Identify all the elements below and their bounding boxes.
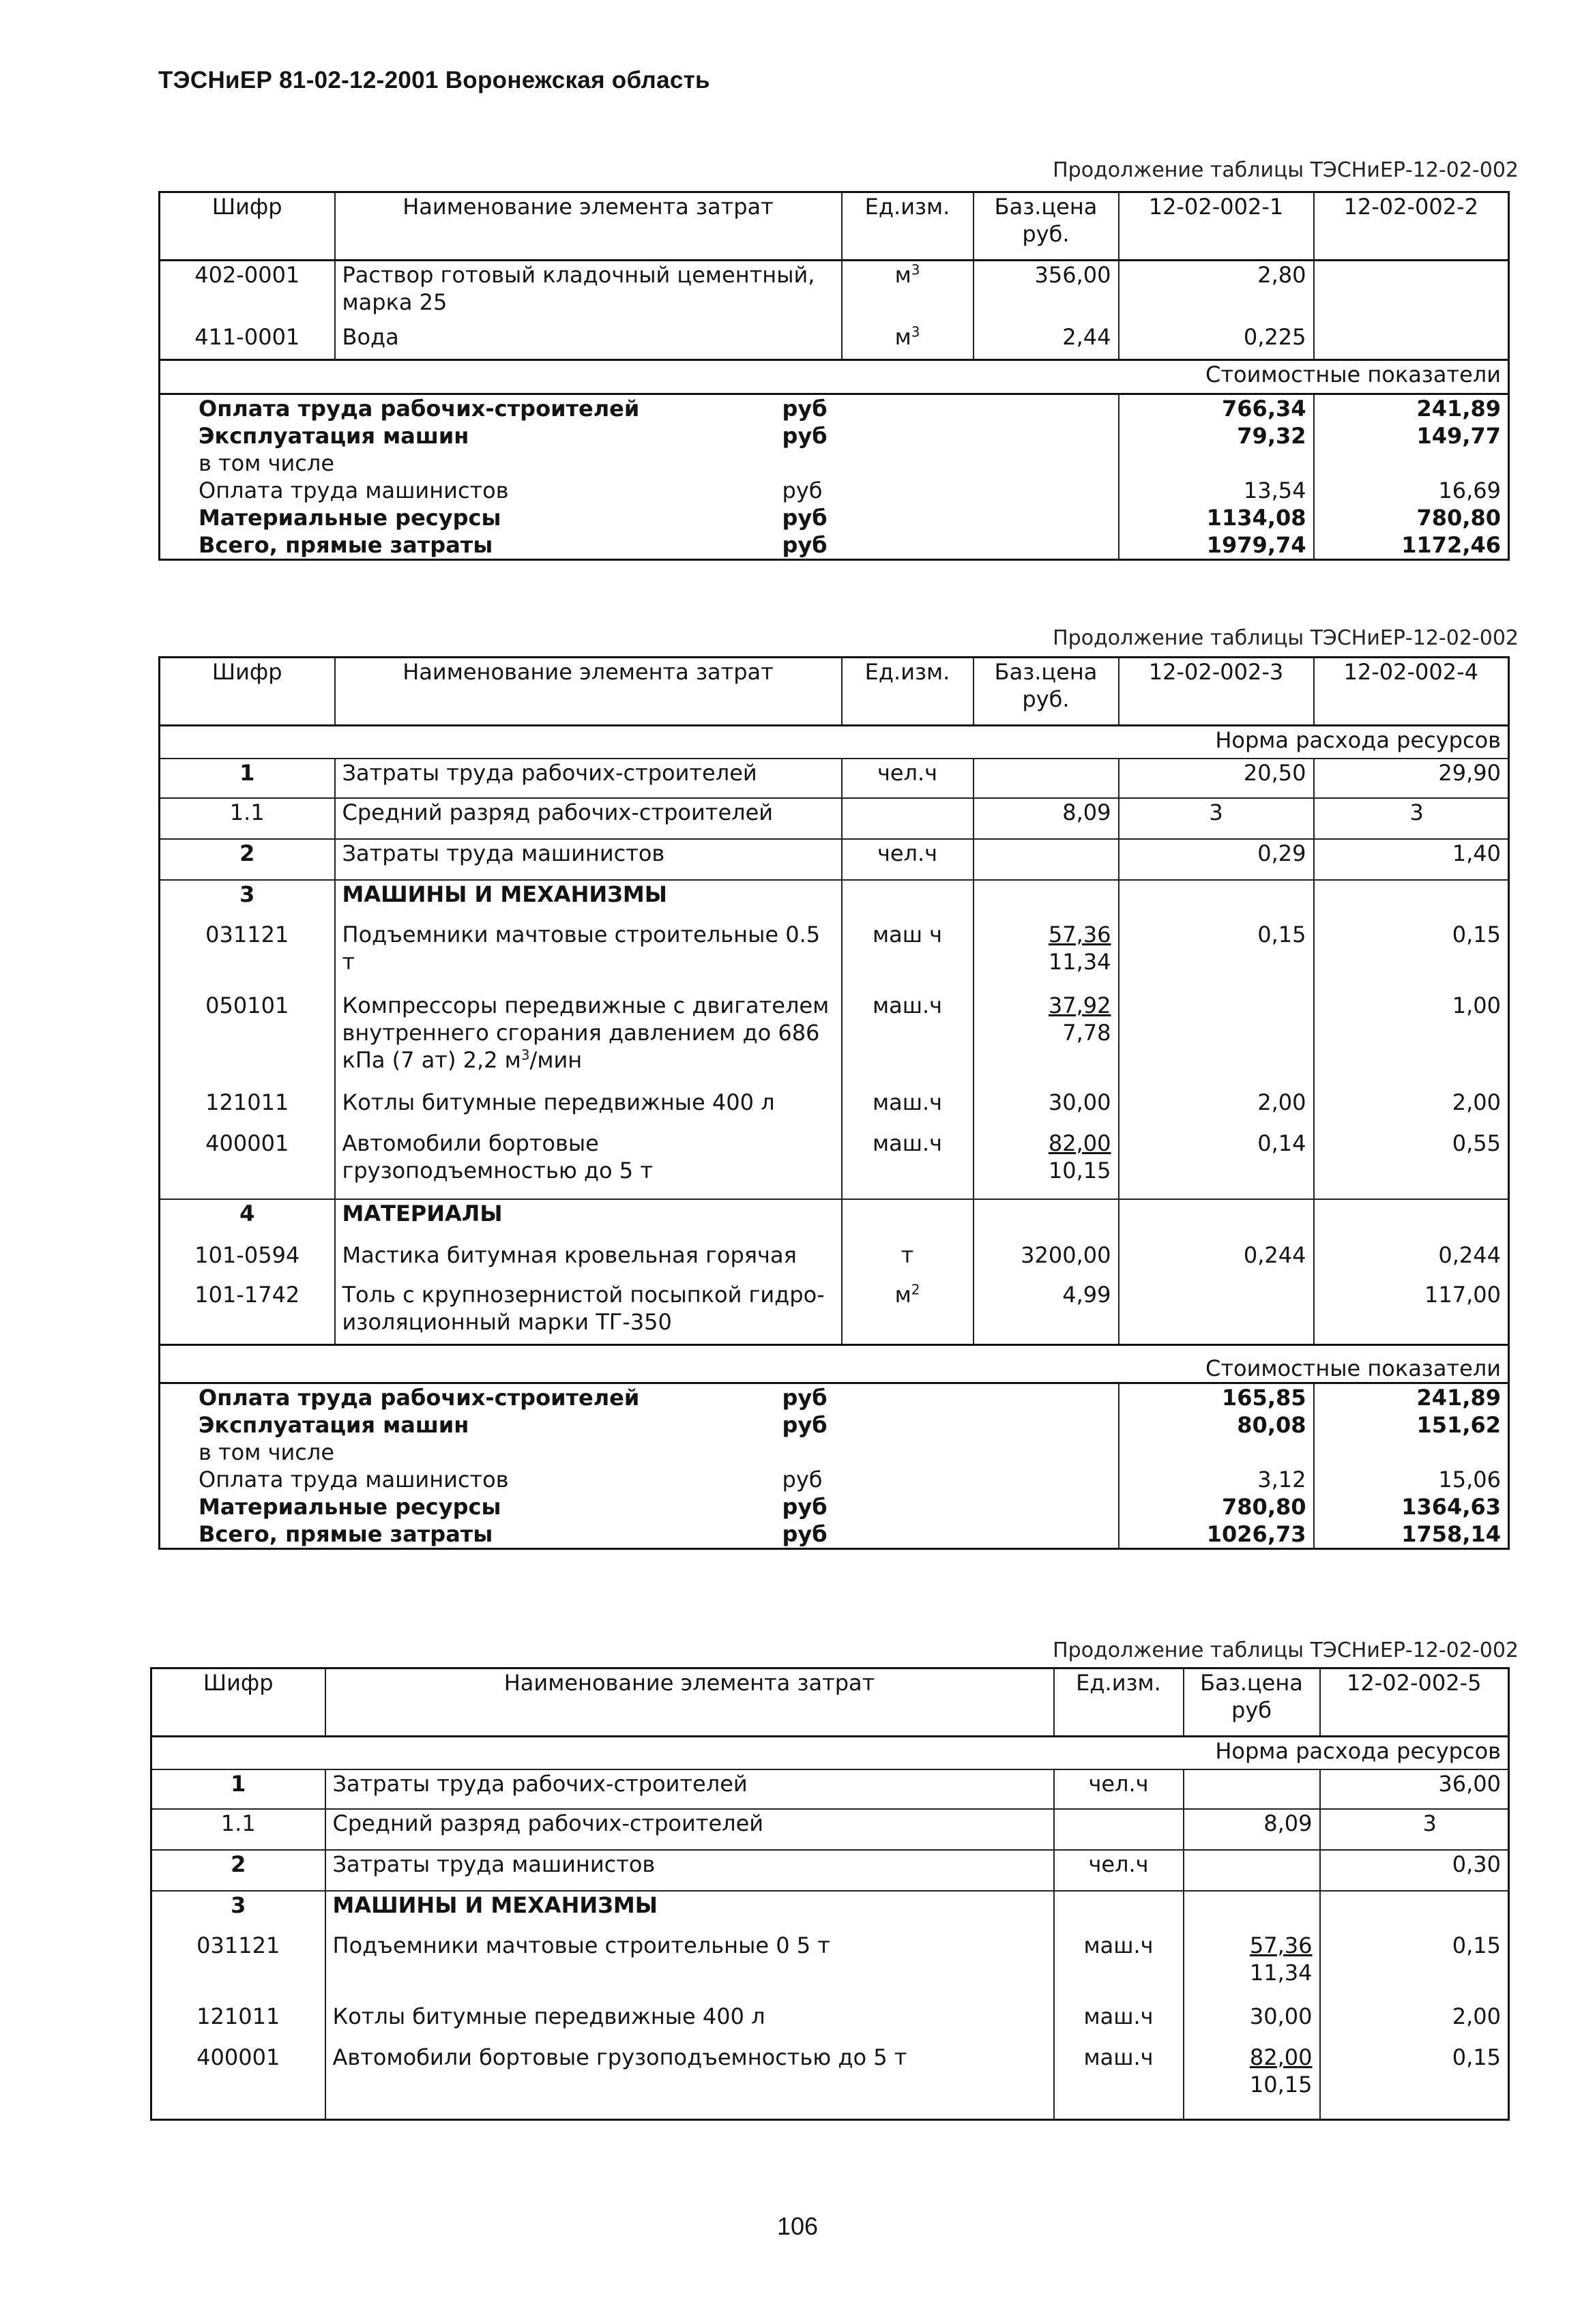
summary-row: [160, 1411, 1509, 1439]
page-number: 106: [776, 2212, 819, 2240]
resource-name: Подъемники мачтовые строительные 0.5 т: [335, 921, 842, 992]
resource-name: Затраты труда машинистов: [325, 1850, 1054, 1891]
norm-value-2: 0,15: [1452, 921, 1501, 947]
resource-unit: чел.ч: [1054, 1850, 1184, 1891]
norm-value-2: 0,55: [1452, 1130, 1501, 1156]
summary-row: [160, 1439, 1509, 1466]
table-row: [160, 839, 1509, 880]
summary-value-1: 1979,74: [1119, 531, 1314, 560]
cost-indicators-title: Стоимостные показатели: [160, 1345, 1509, 1383]
table-row: [151, 2003, 1509, 2044]
summary-value-1: 766,34: [1119, 394, 1314, 423]
norm-value-1: 2,00: [1119, 1089, 1314, 1130]
norm-value-1: 2,00: [1452, 2003, 1501, 2029]
summary-value-1: 13,54: [1119, 477, 1314, 504]
col-header-unit: Ед.изм.: [842, 658, 974, 726]
table-row: [160, 759, 1509, 798]
norm-value-2: 1,40: [1314, 839, 1509, 880]
table-row: [160, 880, 1509, 921]
summary-name: Всего, прямые затраты: [199, 532, 493, 558]
summary-unit: руб: [776, 422, 921, 450]
resource-code: 101-1742: [160, 1281, 335, 1345]
cost-indicators-title: Стоимостные показатели: [160, 360, 1509, 394]
table-header-row: [151, 1668, 1509, 1737]
resource-name: Затраты труда рабочих-строителей: [325, 1769, 1054, 1809]
resource-price: 8,09: [974, 798, 1119, 839]
table-row: [160, 1089, 1509, 1130]
resource-unit: [842, 880, 974, 921]
resource-code: 1: [151, 1769, 325, 1809]
table-caption: Продолжение таблицы ТЭСНиЕР-12-02-002: [1053, 1638, 1519, 1662]
summary-value-2: [1314, 1439, 1509, 1466]
table-row: [151, 1850, 1509, 1891]
section-row: [160, 726, 1509, 759]
summary-value-2: 149,77: [1416, 423, 1501, 449]
table-row: [160, 1241, 1509, 1281]
resource-price: 30,00: [1184, 2003, 1320, 2044]
col-header-name: Наименование элемента затрат: [325, 1668, 1054, 1737]
norm-value-1: 0,244: [1119, 1241, 1314, 1281]
norm-value-2: 1,00: [1452, 992, 1501, 1018]
summary-value-1: [1119, 1439, 1314, 1466]
norm-title: Норма расхода ресурсов: [151, 1737, 1509, 1769]
norm-value-1: 3: [1320, 1809, 1509, 1850]
resource-code: 050101: [160, 992, 335, 1089]
table-row: [160, 323, 1509, 360]
summary-name: Эксплуатация машин: [199, 1412, 469, 1438]
resource-unit: [842, 798, 974, 839]
resource-unit: маш.ч: [1054, 2044, 1184, 2120]
summary-name: Материальные ресурсы: [199, 505, 501, 531]
norm-value-2: [1314, 1199, 1509, 1241]
summary-value-2: 780,80: [1416, 505, 1501, 531]
resource-price: 82,00 10,15: [974, 1130, 1119, 1199]
norm-value-1: 0,15: [1452, 1932, 1501, 1958]
section-row: [160, 360, 1509, 394]
summary-unit: руб: [776, 504, 921, 531]
resource-code: 121011: [160, 1089, 335, 1130]
resource-code: 031121: [160, 921, 335, 992]
summary-value-2: 1758,14: [1401, 1521, 1501, 1547]
table-header-row: [160, 192, 1509, 261]
group-title: МАТЕРИАЛЫ: [335, 1199, 842, 1241]
col-header-code: Шифр: [151, 1668, 325, 1737]
norm-value-2: 117,00: [1424, 1281, 1501, 1308]
norm-value-1: 2,80: [1119, 261, 1314, 323]
norm-value-1: 0,15: [1119, 921, 1314, 992]
estimate-table-1: [158, 191, 1510, 561]
resource-name: Компрессоры передвижные с двигателем внутреннего сгорания давлением до 686 кПа (7 ат) 2,2 $м^3$/мин: [335, 992, 842, 1089]
resource-unit: $м^3$: [842, 323, 974, 360]
col-header-norm-2: 12-02-002-4: [1314, 658, 1509, 726]
resource-name: Автомобили бортовые грузоподъемностью до 5 т: [325, 2044, 1054, 2120]
table-caption: Продолжение таблицы ТЭСНиЕР-12-02-002: [1053, 626, 1519, 650]
resource-price: 82,00 10,15: [1184, 2044, 1320, 2120]
resource-name: Затраты труда рабочих-строителей: [335, 759, 842, 798]
norm-value-2: 0,244: [1438, 1241, 1501, 1268]
resource-unit: [1054, 1891, 1184, 1932]
resource-unit: т: [842, 1241, 974, 1281]
summary-name: Материальные ресурсы: [199, 1494, 501, 1520]
summary-value-1: 1134,08: [1119, 504, 1314, 531]
summary-name: Оплата труда машинистов: [199, 1467, 509, 1492]
resource-code: 101-0594: [160, 1241, 335, 1281]
summary-name: в том числе: [199, 1439, 334, 1465]
resource-name: Средний разряд рабочих-строителей: [325, 1809, 1054, 1850]
resource-code: 4: [160, 1199, 335, 1241]
col-header-price: Баз.цена руб: [1184, 1668, 1320, 1737]
col-header-code: Шифр: [160, 192, 335, 261]
summary-name: Оплата труда рабочих-строителей: [199, 1385, 640, 1411]
section-row: [151, 1737, 1509, 1769]
resource-price: [974, 839, 1119, 880]
summary-row: [160, 450, 1509, 477]
norm-value-1: 0,30: [1320, 1850, 1509, 1891]
summary-unit: [974, 1439, 1119, 1466]
resource-price: [1184, 1850, 1320, 1891]
norm-value-1: [1119, 880, 1314, 921]
norm-value-2: 29,90: [1314, 759, 1509, 798]
col-header-price: Баз.цена руб.: [974, 192, 1119, 261]
resource-name: Вода: [335, 323, 842, 360]
resource-unit: маш.ч: [1054, 1932, 1184, 2003]
summary-value-1: 79,32: [1119, 422, 1314, 450]
resource-code: 121011: [151, 2003, 325, 2044]
norm-value-2: [1314, 880, 1509, 921]
table-row: [151, 1769, 1509, 1809]
resource-unit: чел.ч: [842, 759, 974, 798]
table-row: [160, 1281, 1509, 1345]
table-row: [151, 2044, 1509, 2120]
group-title: МАШИНЫ И МЕХАНИЗМЫ: [325, 1891, 1054, 1932]
resource-code: 1.1: [151, 1809, 325, 1850]
summary-unit: руб: [776, 531, 921, 560]
resource-code: 031121: [151, 1932, 325, 2003]
summary-value-2: 1364,63: [1401, 1494, 1501, 1520]
summary-name: Всего, прямые затраты: [199, 1521, 493, 1547]
resource-unit: $м^3$: [842, 261, 974, 323]
resource-price: 3200,00: [974, 1241, 1119, 1281]
table-row: [151, 1809, 1509, 1850]
resource-name: Мастика битумная кровельная горячая: [335, 1241, 842, 1281]
table-header-row: [160, 658, 1509, 726]
resource-price: 356,00: [974, 261, 1119, 323]
norm-value-2: [1314, 261, 1509, 323]
resource-code: 3: [151, 1891, 325, 1932]
col-header-norm-1: 12-02-002-1: [1119, 192, 1314, 261]
resource-price: [974, 880, 1119, 921]
table-row: [151, 1891, 1509, 1932]
resource-unit: маш.ч: [842, 1089, 974, 1130]
resource-price: 4,99: [974, 1281, 1119, 1345]
col-header-code: Шифр: [160, 658, 335, 726]
resource-code: 402-0001: [160, 261, 335, 323]
resource-price: 57,36 11,34: [974, 921, 1119, 992]
norm-value-1: 0,225: [1119, 323, 1314, 360]
resource-price: [974, 759, 1119, 798]
col-header-norm-1: 12-02-002-3: [1119, 658, 1314, 726]
resource-name: Котлы битумные передвижные 400 л: [335, 1089, 842, 1130]
resource-price: 8,09: [1184, 1809, 1320, 1850]
table-row: [160, 798, 1509, 839]
summary-name: Оплата труда машинистов: [199, 477, 509, 503]
resource-unit: маш.ч: [842, 1130, 974, 1199]
summary-row: [160, 531, 1509, 560]
norm-value-1: 0,14: [1119, 1130, 1314, 1199]
summary-value-2: [1314, 450, 1509, 477]
resource-name: Толь с крупнозернистой посыпкой гидро-изоляционный марки ТГ-350: [335, 1281, 842, 1345]
summary-row: [160, 394, 1509, 423]
col-header-unit: Ед.изм.: [1054, 1668, 1184, 1737]
summary-row: [160, 1466, 1509, 1493]
resource-name: Подъемники мачтовые строительные 0 5 т: [325, 1932, 1054, 2003]
summary-value-2: 1172,46: [1401, 532, 1501, 558]
resource-price: [1184, 1891, 1320, 1932]
col-header-unit: Ед.изм.: [842, 192, 974, 261]
col-header-norm-2: 12-02-002-2: [1314, 192, 1509, 261]
resource-name: Раствор готовый кладочный цементный, марка 25: [335, 261, 842, 323]
summary-value-1: [1119, 450, 1314, 477]
resource-name: Автомобили бортовые грузоподъемностью до 5 т: [335, 1130, 842, 1199]
table-row: [160, 261, 1509, 323]
summary-name: Эксплуатация машин: [199, 423, 469, 449]
norm-value-1: 0,15: [1452, 2044, 1501, 2070]
resource-price: 2,44: [974, 323, 1119, 360]
table-row: [160, 1199, 1509, 1241]
table-caption: Продолжение таблицы ТЭСНиЕР-12-02-002: [1053, 158, 1519, 182]
summary-unit: руб: [776, 1383, 921, 1412]
norm-value-1: 20,50: [1119, 759, 1314, 798]
norm-value-2: [1314, 323, 1509, 360]
summary-unit: руб: [776, 1493, 921, 1520]
resource-price: 30,00: [974, 1089, 1119, 1130]
resource-unit: [1054, 1809, 1184, 1850]
resource-unit: маш.ч: [842, 992, 974, 1089]
summary-value-1: 80,08: [1119, 1411, 1314, 1439]
table-row: [151, 1932, 1509, 2003]
resource-name: Средний разряд рабочих-строителей: [335, 798, 842, 839]
summary-value-2: 15,06: [1438, 1467, 1501, 1492]
summary-row: [160, 1520, 1509, 1549]
norm-value-1: 36,00: [1320, 1769, 1509, 1809]
summary-unit: руб: [776, 394, 921, 423]
norm-value-1: [1320, 1891, 1509, 1932]
resource-unit: маш.ч: [1054, 2003, 1184, 2044]
norm-value-1: [1119, 1199, 1314, 1241]
resource-code: 400001: [151, 2044, 325, 2120]
summary-value-2: 241,89: [1416, 396, 1501, 422]
summary-row: [160, 1383, 1509, 1412]
col-header-name: Наименование элемента затрат: [335, 658, 842, 726]
summary-unit: руб: [776, 1466, 921, 1493]
summary-value-2: 16,69: [1438, 477, 1501, 503]
norm-value-2: 2,00: [1452, 1089, 1501, 1115]
page-title: ТЭСНиЕР 81-02-12-2001 Воронежская область: [158, 67, 710, 93]
summary-unit: [974, 450, 1119, 477]
section-row: [160, 1345, 1509, 1383]
table-row: [160, 992, 1509, 1089]
summary-row: [160, 1493, 1509, 1520]
resource-code: 400001: [160, 1130, 335, 1199]
norm-value-1: 0,29: [1119, 839, 1314, 880]
col-header-name: Наименование элемента затрат: [335, 192, 842, 261]
resource-unit: маш ч: [842, 921, 974, 992]
resource-code: 3: [160, 880, 335, 921]
summary-unit: руб: [776, 477, 921, 504]
resource-code: 2: [160, 839, 335, 880]
col-header-norm-1: 12-02-002-5: [1320, 1668, 1509, 1737]
resource-price: 57,36 11,34: [1184, 1932, 1320, 2003]
resource-unit: чел.ч: [842, 839, 974, 880]
norm-value-1: [1119, 1281, 1314, 1345]
norm-title: Норма расхода ресурсов: [160, 726, 1509, 759]
norm-value-1: [1119, 992, 1314, 1089]
summary-row: [160, 477, 1509, 504]
col-header-price: Баз.цена руб.: [974, 658, 1119, 726]
estimate-table-2: [158, 656, 1510, 1550]
summary-value-1: 780,80: [1119, 1493, 1314, 1520]
group-title: МАШИНЫ И МЕХАНИЗМЫ: [335, 880, 842, 921]
resource-unit: $м^2$: [842, 1281, 974, 1345]
summary-value-2: 151,62: [1416, 1412, 1501, 1438]
summary-unit: руб: [776, 1520, 921, 1549]
resource-price: [974, 1199, 1119, 1241]
summary-name: Оплата труда рабочих-строителей: [199, 396, 640, 422]
resource-price: 37,92 7,78: [974, 992, 1119, 1089]
table-row: [160, 1130, 1509, 1199]
summary-name: в том числе: [199, 450, 334, 476]
resource-code: 1.1: [160, 798, 335, 839]
resource-code: 411-0001: [160, 323, 335, 360]
summary-row: [160, 422, 1509, 450]
resource-code: 1: [160, 759, 335, 798]
resource-name: Затраты труда машинистов: [335, 839, 842, 880]
resource-unit: чел.ч: [1054, 1769, 1184, 1809]
summary-row: [160, 504, 1509, 531]
resource-name: Котлы битумные передвижные 400 л: [325, 2003, 1054, 2044]
estimate-table-3: [150, 1667, 1510, 2121]
summary-value-2: 241,89: [1416, 1385, 1501, 1411]
summary-unit: руб: [776, 1411, 921, 1439]
resource-price: [1184, 1769, 1320, 1809]
table-row: [160, 921, 1509, 992]
resource-unit: [842, 1199, 974, 1241]
summary-value-1: 1026,73: [1119, 1520, 1314, 1549]
norm-value-2: 3: [1314, 798, 1509, 839]
summary-value-1: 165,85: [1119, 1383, 1314, 1412]
norm-value-1: 3: [1119, 798, 1314, 839]
summary-value-1: 3,12: [1119, 1466, 1314, 1493]
resource-code: 2: [151, 1850, 325, 1891]
